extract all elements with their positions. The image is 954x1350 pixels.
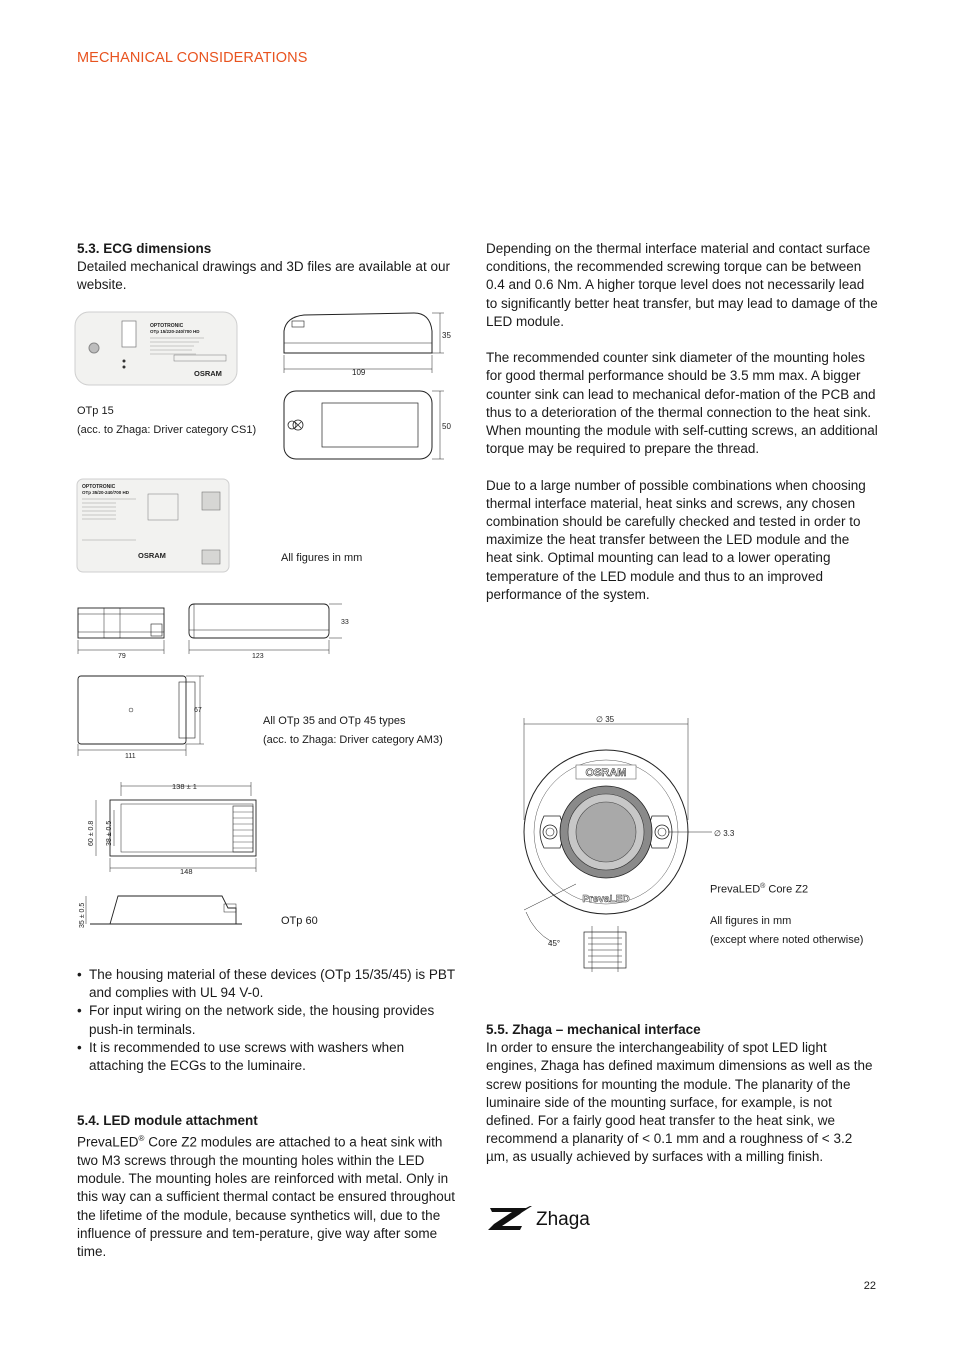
otp60-top-drawing (76, 776, 266, 876)
module-brand-logo: OSRAM (585, 767, 627, 779)
section-5-3 (77, 240, 462, 295)
otp35-dim-111: 111 (125, 753, 136, 760)
housing-notes-list (77, 966, 462, 1075)
registered-mark: ® (138, 1134, 145, 1144)
otp35-caption (263, 712, 443, 750)
module-dim-hole: ∅ 3.3 (714, 829, 735, 838)
otp35-all-figures-note: All figures in mm (281, 552, 363, 564)
list-item: • The housing material of these devices (OTp 15/35/45) is PBT and complies with UL 94 V-0. (77, 966, 462, 1002)
prevaled-name: PrevaLED (77, 1134, 139, 1150)
module-dim-diameter: ∅ 35 (596, 715, 615, 724)
prevaled-logo: PrevaLED (582, 894, 630, 905)
section-5-4 (77, 1112, 467, 1261)
otp15-caption-category: (acc. to Zhaga: Driver category CS1) (77, 424, 257, 436)
otp35-dim-67: 67 (194, 707, 202, 714)
section-5-5 (486, 1021, 878, 1167)
zhaga-logo (486, 1200, 616, 1234)
list-item: • It is recommended to use screws with washers when attaching the ECGs to the luminaire. (77, 1039, 462, 1075)
counter-sink-paragraph: The recommended counter sink diameter of the mounting holes for good thermal performance should be 3.5 mm max. A bigger counter sink can lead to mechanical defor-mation of the PCB and thus to a deterioration of the thermal connection to the heat sink. When mounting the module with self-cutting screws, an additional torque may be required to prepare the thread. (486, 350, 878, 457)
otp15-dim-width: 50 (442, 422, 451, 431)
otp35-dim-79: 79 (118, 653, 126, 660)
list-item: • For input wiring on the network side, the housing provides push-in terminals. (77, 1002, 462, 1038)
torque-paragraph: Depending on the thermal interface material and contact surface conditions, the recommended screwing torque can be between 0.4 and 0.6 Nm. A higher torque level does not necessarily lead to significantly better heat transfer, but may lead to damage of the LED module. (486, 241, 878, 329)
otp35-side-drawings (76, 600, 356, 660)
otp35-dim-123: 123 (252, 653, 264, 660)
section-title: MECHANICAL CONSIDERATIONS (77, 50, 308, 66)
otp35-caption-category: (acc. to Zhaga: Driver category AM3) (263, 734, 443, 746)
mounting-paragraphs (486, 240, 878, 604)
page-number: 22 (863, 1280, 876, 1292)
otp15-caption-name: OTp 15 (77, 405, 114, 417)
module-caption (710, 877, 808, 900)
otp15-label-brand: OPTOTRONIC (150, 323, 184, 329)
module-caption-name: PrevaLED (710, 883, 761, 896)
otp35-label-osram: OSRAM (138, 551, 166, 560)
module-notes (710, 912, 863, 950)
text-5-4 (77, 1130, 467, 1261)
module-note-mm: All figures in mm (710, 915, 792, 927)
heading-5-3: 5.3. ECG dimensions (77, 241, 212, 256)
otp35-caption-types: All OTp 35 and OTp 45 types (263, 715, 406, 727)
otp15-top-drawing (278, 385, 458, 465)
module-note-exceptions: (except where noted otherwise) (710, 934, 864, 946)
module-caption-model: Core Z2 (765, 883, 809, 896)
otp60-dim-138: 138 ± 1 (172, 782, 197, 791)
otp60-dim-148: 148 (180, 867, 193, 876)
otp15-label-model: OTp 15/220-240/700 HD (150, 329, 200, 334)
otp35-label-model: OTp 35/20-240/700 HD (82, 490, 130, 495)
otp60-caption: OTp 60 (281, 915, 318, 927)
otp35-top-drawing (76, 672, 216, 760)
text-5-5: In order to ensure the interchangeability of spot LED light engines, Zhaga has defined maximum dimensions as well as the screw positions for mounting the module. The planarity of the luminaire side of the mounting surface, for example, is not defined. For a fairly good heat transfer to the heat sink, we recommend a planarity of < 0.1 mm and a roughness of < 3.2 µm, as usually achieved by surfaces with a milling finish. (486, 1040, 873, 1165)
text-5-3: Detailed mechanical drawings and 3D files are available at our website. (77, 259, 450, 293)
otp60-dim-38: 38 ± 0.5 (106, 820, 113, 846)
otp15-caption (77, 402, 256, 440)
otp15-product-image (74, 311, 238, 386)
combination-paragraph: Due to a large number of possible combinations when choosing thermal interface material, heat sinks and screws, any chosen combination should be carefully checked and tested in order to maximize the heat transfer between the LED module and the heat sink. Optimal mounting can lead to a lower operating temperature of the LED module and thus to an improved performance of the system. (486, 477, 866, 602)
heading-5-4: 5.4. LED module attachment (77, 1113, 258, 1128)
module-caption-registered: ® (760, 883, 766, 890)
module-angle: 45° (548, 939, 561, 948)
otp35-product-image (76, 478, 230, 573)
otp15-label-osram: OSRAM (194, 369, 222, 378)
otp15-dim-height: 35 (442, 331, 451, 340)
otp60-side-drawing (76, 890, 256, 932)
zhaga-wordmark: Zhaga (536, 1209, 590, 1230)
otp15-dim-length: 109 (352, 368, 366, 377)
otp60-dim-60: 60 ± 0.8 (88, 820, 95, 846)
heading-5-5: 5.5. Zhaga – mechanical interface (486, 1022, 701, 1037)
otp35-label-brand: OPTOTRONIC (82, 484, 116, 490)
otp35-dim-33: 33 (341, 619, 349, 626)
otp15-side-drawing (278, 307, 458, 377)
text-5-4-body: Core Z2 modules are attached to a heat sink with two M3 screws through the mounting holes within the LED module. The mounting holes are reinforced with metal. Only in this way can a sufficient thermal contact be ensured throughout the lifetime of the module, because synthetics will, due to the influence of pressure and tem-perature, give way after some time. (77, 1134, 455, 1259)
otp60-dim-35: 35 ± 0.5 (79, 902, 86, 928)
